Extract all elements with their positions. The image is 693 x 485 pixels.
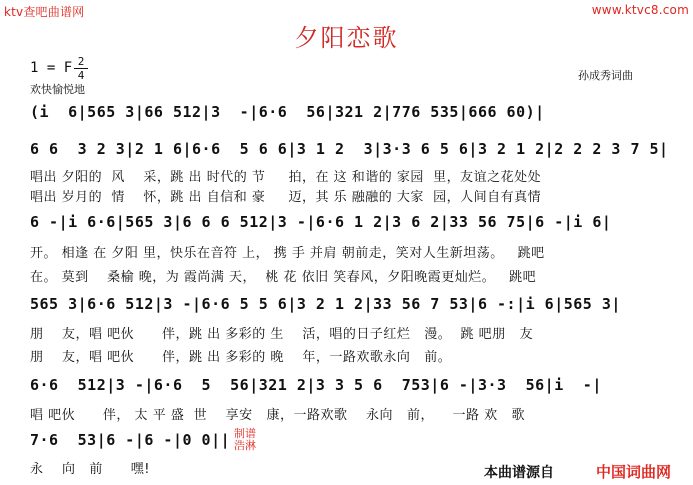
time-signature [74,56,88,81]
notation-row-6: 7·6 53|6 -|6 -|0 0|| [30,431,231,449]
lyric-row-1: 唱出 夕阳的 风 采，跳 出 时代的 节 拍，在 这 和谐的 家园 里，友谊之花处处 [30,170,542,185]
arranger-stamp: 制谱 浩淋 [234,427,256,452]
source-site: 中国词曲网 [596,463,672,481]
lyric-row-5: 朋 友，唱 吧伙 伴，跳 出 多彩的 生 活，唱的日子红烂 漫。 跳 吧朋 友 [30,327,534,342]
composer-credit: 孙成秀词曲 [578,69,633,82]
notation-row-3: 6 -|i 6·6|565 3|6 6 6 512|3 -|6·6 1 2|3 6 2|33 56 75|6 -|i 6| [30,213,612,231]
source-label: 本曲谱源自 [484,465,554,481]
lyric-row-3: 开。 相逢 在 夕阳 里，快乐在音符 上， 携 手 并肩 朝前走，笑对人生新坦荡。 跳吧 [30,246,545,261]
lyric-row-2: 唱出 岁月的 情 怀，跳 出 自信和 豪 迈，其 乐 融融的 大家 园，人间自有真情 [30,190,542,205]
notation-row-4: 565 3|6·6 512|3 -|6·6 5 5 6|3 2 1 2|33 56 7 53|6 -:|i 6|565 3| [30,295,621,313]
meter-top: 2 [77,55,85,68]
watermark-right: www.ktvc8.com [591,3,689,17]
song-title: 夕阳恋歌 [294,24,399,52]
lyric-row-6: 朋 友，唱 吧伙 伴，跳 出 多彩的 晚 年，一路欢歌永向 前。 [30,350,452,365]
lyric-row-4: 在。 莫到 桑榆 晚，为 霞尚满 天， 桃 花 依旧 笑春风，夕阳晚霞更灿烂。 跳吧 [30,270,537,285]
tempo-marking: 欢快愉悦地 [30,83,85,96]
notation-row-5: 6·6 512|3 -|6·6 5 56|321 2|3 3 5 6 753|6 -|3·3 56|i -| [30,376,602,394]
notation-row-1: (i 6|565 3|66 512|3 -|6·6 56|321 2|776 535|666 60)| [30,103,545,121]
lyric-row-8: 永 向 前 嘿! [30,462,150,477]
lyric-row-7: 唱 吧伙 伴， 太 平 盛 世 享安 康，一路欢歌 永向 前， 一路 欢 歌 [30,408,525,423]
meter-bottom: 4 [77,69,85,82]
watermark-left: ktv查吧曲谱网 [4,5,85,19]
notation-row-2: 6 6 3 2 3|2 1 6|6·6 5 6 6|3 1 2 3|3·3 6 5 6|3 2 1 2|2 2 2 3 7 5| [30,140,669,158]
key-signature: 1 = F [30,60,73,76]
